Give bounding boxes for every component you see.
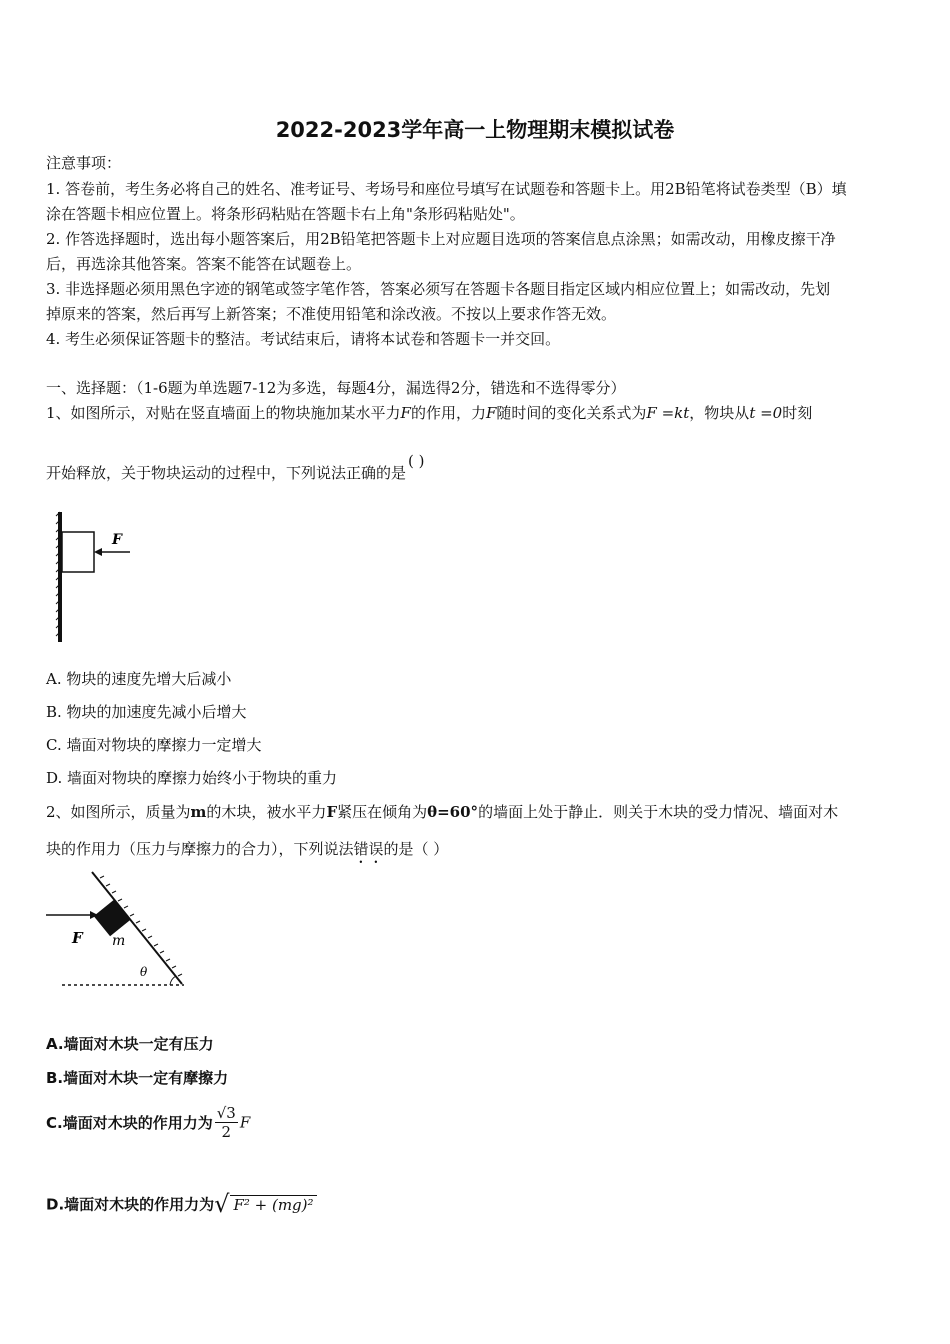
q1-option-b: B. 物块的加速度先减小后增大 xyxy=(46,703,247,721)
q1-stem-line-2: 开始释放，关于物块运动的过程中，下列说法正确的是( ) xyxy=(46,452,425,482)
notice-line-1: 1. 答卷前，考生务必将自己的姓名、准考证号、考场号和座位号填写在试题卷和答题卡上。用2B铅笔将试卷类型（B）填 xyxy=(46,180,847,198)
section-heading: 一、选择题：（1-6题为单选题7-12为多选，每题4分，漏选得2分，错选和不选得零分） xyxy=(46,379,626,397)
q1-option-a: A. 物块的速度先增大后减小 xyxy=(46,670,232,688)
notice-line-2: 涂在答题卡相应位置上。将条形码粘贴在答题卡右上角"条形码粘贴处"。 xyxy=(46,205,525,223)
notice-line-7: 4. 考生必须保证答题卡的整洁。考试结束后，请将本试卷和答题卡一并交回。 xyxy=(46,330,561,348)
sqrt-sign: √ xyxy=(214,1190,230,1218)
q1-option-d: D. 墙面对物块的摩擦力始终小于物块的重力 xyxy=(46,769,338,787)
q2-stem-line-2: 块的作用力（压力与摩擦力的合力），下列说法错误的是（ ） xyxy=(46,840,449,858)
mass-label: m xyxy=(112,933,126,949)
angle-label: θ xyxy=(140,965,148,979)
force-label: F xyxy=(72,929,83,947)
force-label: F xyxy=(112,532,122,548)
q2-option-c: C.墙面对木块的作用力为 $\frac{√3}{2}$ F xyxy=(46,1104,251,1141)
notice-line-6: 掉原来的答案，然后再写上新答案；不准使用铅笔和涂改液。不按以上要求作答无效。 xyxy=(46,305,617,323)
q2-option-d: D.墙面对木块的作用力为√ F² + (mg)² xyxy=(46,1190,317,1218)
notice-line-5: 3. 非选择题必须用黑色字迹的钢笔或签字笔作答，答案必须写在答题卡各题目指定区域内相应位置上；如需改动，先划 xyxy=(46,280,831,298)
q2-option-a: A.墙面对木块一定有压力 xyxy=(46,1035,214,1053)
notice-line-3: 2. 作答选择题时，选出每小题答案后，用2B铅笔把答题卡上对应题目选项的答案信息点涂黑；如需改动，用橡皮擦干净 xyxy=(46,230,836,248)
notice-line-4: 后，再选涂其他答案。答案不能答在试题卷上。 xyxy=(46,255,362,273)
sqrt-expression: F² + (mg)² xyxy=(230,1195,316,1214)
answer-bracket: ( ) xyxy=(408,452,425,470)
q2-stem-line-1: 2、如图所示，质量为m的木块，被水平力F紧压在倾角为θ=60°的墙面上处于静止．则关于木块的受力情况、墙面对木 xyxy=(46,803,839,821)
q2-figure-incline-block xyxy=(44,868,189,992)
formula-t-0: t =0 xyxy=(749,404,783,422)
q1-figure-wall-block xyxy=(50,508,140,646)
emphasis-error: 错误 xyxy=(353,840,384,858)
fraction-root3-over-2: $\frac{√3}{2}$ xyxy=(216,1104,236,1141)
formula-f-kt: F =kt xyxy=(646,404,690,422)
page-title: 2022-2023学年高一上物理期末模拟试卷 xyxy=(275,118,675,142)
q2-option-b: B.墙面对木块一定有摩擦力 xyxy=(46,1069,229,1087)
q1-option-c: C. 墙面对物块的摩擦力一定增大 xyxy=(46,736,262,754)
notice-heading: 注意事项： xyxy=(46,154,122,172)
q1-stem-line-1: 1、如图所示，对贴在竖直墙面上的物块施加某水平力F的作用，力F随时间的变化关系式为F =kt，物块从t =0时刻 xyxy=(46,404,813,422)
